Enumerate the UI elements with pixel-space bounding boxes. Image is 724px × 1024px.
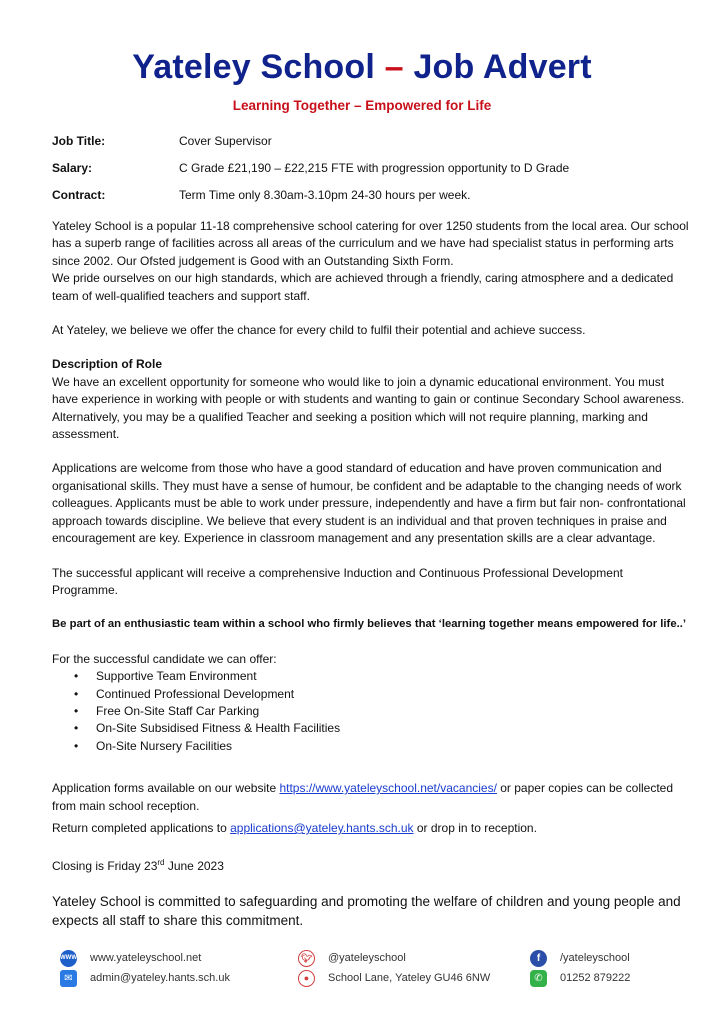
facebook-icon: f (530, 950, 547, 967)
apply-text-post: or paper copies can be collected from main school reception. (52, 781, 674, 813)
salary-value: C Grade £21,190 – £22,215 FTE with progression opportunity to D Grade (179, 160, 570, 175)
closing-ordinal: rd (157, 858, 165, 868)
team-tagline: Be part of an enthusiastic team within a school who firmly believes that ‘learning together means empowered for life..’ (52, 618, 687, 631)
role-heading: Description of Role (52, 357, 163, 372)
applications-email-link[interactable]: applications@yateley.hants.sch.uk (230, 820, 414, 835)
offer-text: Continued Professional Development (96, 686, 295, 701)
offer-list (74, 668, 692, 755)
website-text[interactable]: www.yateleyschool.net (90, 952, 202, 964)
offer-intro: For the successful candidate we can offer: (52, 651, 277, 666)
salary-row (52, 154, 692, 181)
closing-text-pre: Closing is Friday 23 (52, 859, 158, 874)
bullet-icon: • (74, 669, 79, 684)
bullet-icon: • (74, 721, 79, 736)
envelope-icon: ✉ (60, 970, 77, 987)
footer-phone[interactable]: 01252 879222 (560, 972, 631, 984)
job-title-row (52, 127, 692, 154)
intro-paragraph-2: We pride ourselves on our high standards, which are achieved through a friendly, caring atmosphere and a dedicated team of well-qualified teachers and support staff. (52, 271, 674, 303)
closing-date (52, 858, 692, 875)
closing-text-post: June 2023 (164, 859, 224, 874)
return-text-pre: Return completed applications to (52, 820, 231, 835)
apply-text-pre: Application forms available on our website (52, 781, 280, 796)
job-title-value: Cover Supervisor (179, 133, 272, 148)
facebook-handle[interactable]: /yateleyschool (560, 952, 630, 964)
contract-label: Contract: (52, 187, 106, 202)
footer-email[interactable]: admin@yateley.hants.sch.uk (90, 972, 230, 984)
offer-text: On-Site Nursery Facilities (96, 738, 233, 753)
offer-text: Free On-Site Staff Car Parking (96, 703, 260, 718)
offer-text: Supportive Team Environment (96, 669, 257, 684)
footer-address: School Lane, Yateley GU46 6NW (328, 972, 491, 984)
twitter-handle[interactable]: @yateleyschool (328, 952, 406, 964)
contract-row (52, 181, 692, 208)
list-item (74, 668, 692, 685)
title-dash: – (384, 48, 404, 86)
title-part2: Job Advert (413, 48, 592, 86)
intro-paragraph-1: Yateley School is a popular 11-18 comprehensive school catering for over 1250 students from the local area. Our school has a superb range of facilities across all areas of the curriculum and we have had specialist status in performing arts since 2002. Our Ofsted judgement is Good with an Outstanding Sixth Form. (52, 219, 689, 268)
return-text-post: or drop in to reception. (413, 820, 537, 835)
belief-paragraph: At Yateley, we believe we offer the chance for every child to fulfil their potential and achieve success. (52, 323, 586, 338)
bullet-icon: • (74, 738, 79, 753)
bullet-icon: • (74, 703, 79, 718)
page-title (0, 48, 724, 87)
list-item (74, 686, 692, 703)
twitter-bird-icon: 🐦︎ (298, 950, 315, 967)
contract-value: Term Time only 8.30am-3.10pm 24-30 hours per week. (179, 187, 471, 202)
bullet-icon: • (74, 686, 79, 701)
apply-paragraph (52, 780, 692, 815)
induction-paragraph: The successful applicant will receive a comprehensive Induction and Continuous Professional Development Programme. (52, 565, 623, 597)
applications-paragraph: Applications are welcome from those who have a good standard of education and have proven communication and organisational skills. They must have a sense of humour, be confident and be adaptable to the changing needs of work colleagues. Applicants must be able to work under pressure, independently and have a firm but fair non- confrontational approach towards discipline. We believe that every student is an individual and that proven techniques in praise and encouragement are key. Experience in classroom management and any presentation skills are a clear advantage. (52, 461, 686, 546)
title-part1: Yateley School (132, 48, 376, 86)
globe-www-icon: WWW (60, 950, 77, 967)
return-paragraph (52, 820, 692, 837)
salary-label: Salary: (52, 160, 93, 175)
list-item (74, 703, 692, 720)
safeguarding-statement: Yateley School is committed to safeguarding and promoting the welfare of children and young people and expects all staff to share this commitment. (52, 893, 681, 928)
advert-body (52, 218, 692, 930)
role-paragraph: We have an excellent opportunity for someone who would like to join a dynamic educational environment. You must have experience in working with people or with students and wanting to gain or continue Secondary School awareness. Alternatively, you may be a qualified Teacher and seeking a position which will not require planning, marking and assessment. (52, 374, 685, 442)
job-title-label: Job Title: (52, 133, 106, 148)
contact-footer (60, 948, 680, 988)
list-item (74, 738, 692, 755)
list-item (74, 720, 692, 737)
whatsapp-phone-icon: ✆ (530, 970, 547, 987)
job-details (52, 127, 692, 208)
offer-text: On-Site Subsidised Fitness & Health Facilities (96, 721, 341, 736)
location-pin-icon: ● (298, 970, 315, 987)
vacancies-link[interactable]: https://www.yateleyschool.net/vacancies/ (279, 781, 497, 796)
page-subtitle: Learning Together – Empowered for Life (232, 98, 492, 113)
